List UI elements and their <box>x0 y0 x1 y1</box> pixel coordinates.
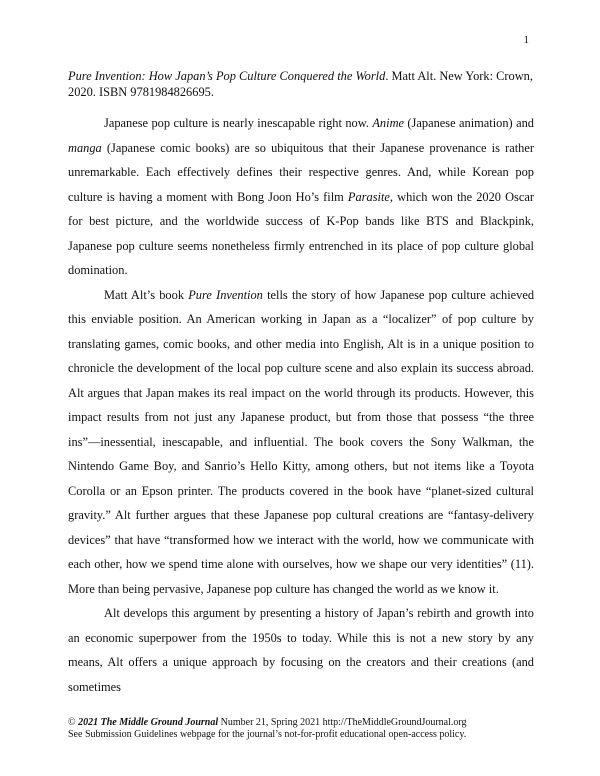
p1-text-3: (Japanese comic books) are so ubiquitous that their Japanese provenance is rather unremarkable. Each effectively defines their respective genres. And, while Korean pop culture is having a moment with Bong Joon Ho’s film <box>68 140 534 204</box>
paragraph-2 <box>68 283 534 602</box>
p1-text-2: (Japanese animation) and <box>404 116 534 130</box>
paragraph-3 <box>68 601 534 699</box>
page-footer <box>68 717 538 741</box>
footer-line-1 <box>68 717 538 729</box>
page-number: 1 <box>523 34 529 46</box>
p2-italic-title: Pure Invention <box>188 287 263 302</box>
p1-italic-manga: manga <box>68 140 102 155</box>
footer-line-2: See Submission Guidelines webpage for the journal’s not-for-profit educational open-access policy. <box>68 729 467 740</box>
p2-text-1: Matt Alt’s book <box>104 287 189 302</box>
p2-text-2: tells the story of how Japanese pop culture achieved this enviable position. An American working in Japan as a “localizer” of pop culture by translating games, comic books, and other media into English, Alt is in a unique position to chronicle the development of the local pop culture scene and also explain its success abroad. Alt argues that Japan makes its real impact on the world through its products. However, this impact results from not just any Japanese product, but from those that possess “the three ins”—inessential, inescapable, and influential. The book covers the Sony Walkman, the Nintendo Game Boy, and Sanrio’s Hello Kitty, among others, but not items like a Toyota Corolla or an Epson printer. The products covered in the book have “planet-sized cultural gravity.” Alt further argues that these Japanese pop cultural creations are “fantasy-delivery devices” that have “transformed how we interact with the world, how we communicate with each other, how we spend time alone with ourselves, how we shape our very identities” (11). More than being pervasive, Japanese pop culture has changed the world as we know it. <box>68 287 535 596</box>
p1-italic-parasite: Parasite <box>347 189 390 204</box>
p1-text-4: , which won the 2020 Oscar for best picture, and the worldwide success of K-Pop bands like BTS and Blackpink, Japanese pop culture seems nonetheless firmly entrenched in its place of pop culture global domination. <box>68 189 534 277</box>
footer-issue: Number 21, Spring 2021 http://TheMiddleGroundJournal.org <box>218 717 467 728</box>
book-title: Pure Invention: How Japan’s Pop Culture Conquered the World <box>68 69 386 83</box>
paragraph-1 <box>68 111 534 283</box>
p1-text-1: Japanese pop culture is nearly inescapable right now. <box>104 116 373 130</box>
review-body <box>68 111 534 699</box>
p1-italic-anime: Anime <box>372 116 405 130</box>
book-citation <box>68 69 538 100</box>
footer-copyright: © <box>68 717 79 728</box>
citation-details: . Matt Alt. New York: Crown, 2020. ISBN 9781984826695. <box>68 69 533 99</box>
footer-journal: 2021 The Middle Ground Journal <box>78 717 219 728</box>
p3-text-1: Alt develops this argument by presenting a history of Japan’s rebirth and growth into an economic superpower from the 1950s to today. While this is not a new story by any means, Alt offers a unique approach by focusing on the creators and their creations (and sometimes <box>68 606 534 694</box>
